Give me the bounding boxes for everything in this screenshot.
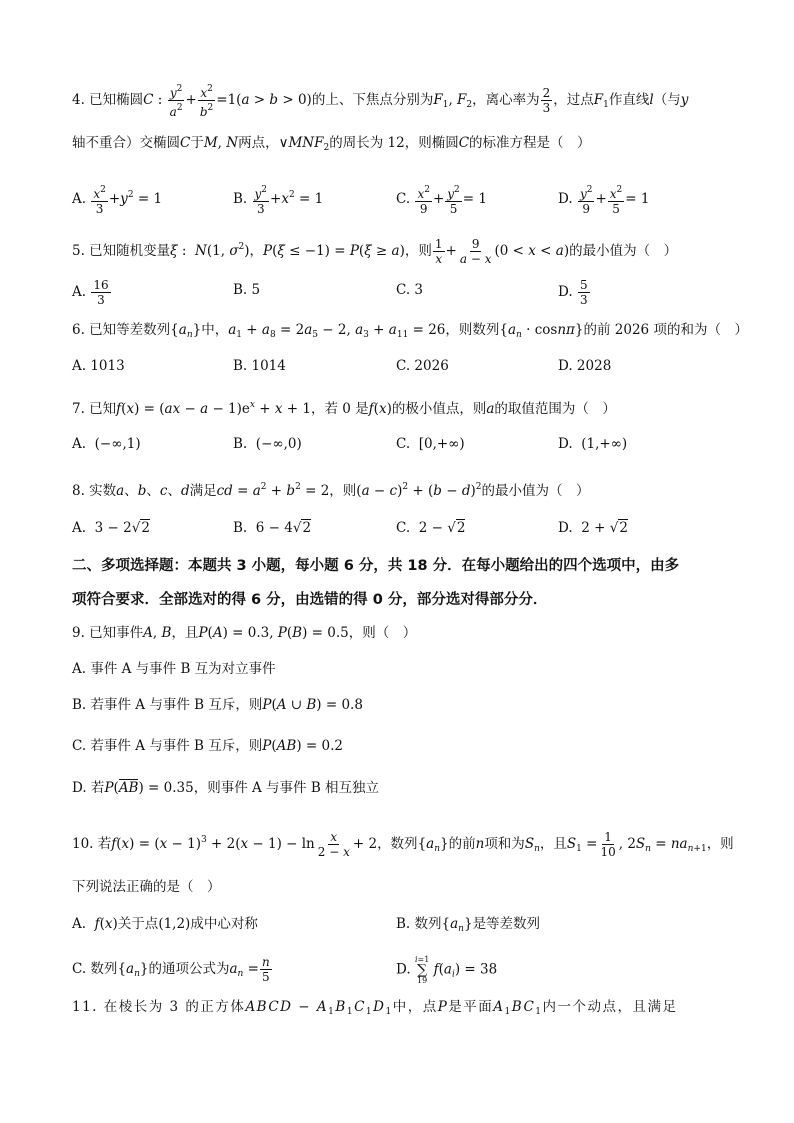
question-6-option-c[interactable]: C. 2026 [396, 358, 449, 374]
question-8-option-d[interactable]: D. 2 + √2 [558, 520, 628, 536]
question-7-option-a[interactable]: A. (−∞,1) [72, 436, 141, 452]
question-4-option-a[interactable]: A. $\frac{x^2}{3}$ $+y^2 = 1$ [72, 185, 163, 216]
question-6-option-d[interactable]: D. 2028 [558, 358, 612, 374]
question-8-option-b[interactable]: B. 6 − 4√2 [233, 520, 312, 536]
question-7-option-c[interactable]: C. [0,+∞) [396, 436, 465, 452]
question-6-option-b[interactable]: B. 1014 [233, 358, 286, 374]
question-4-option-b[interactable]: B. $\frac{y^2}{3}$ $+x^2 = 1$ [233, 185, 324, 216]
question-4-option-c[interactable]: C. $\frac{x^2}{9}$ + $\frac{y^2}{5}$ = 1 [396, 185, 487, 216]
question-10-option-b[interactable]: B. 数列$\{a_n\}$是等差数列 [396, 916, 541, 934]
question-10-option-c[interactable]: C. 数列$\{a_n\}$的通项公式为$a_n$ = $\frac{n}{5}$ [72, 955, 270, 984]
question-5-option-a[interactable]: A. $\frac{16}{3}$ [72, 278, 109, 307]
question-6-stem: 6. 已知等差数列$\{a_n\}$中，$a_1 + a_8 = 2a_5 - 2$, $a_3 + a_{11} = 26$，则数列$\{a_n \cdot \cos n\pi\}$的前 2026 项的和为（ ） [72, 322, 748, 340]
section-2-heading-line-1: 二、多项选择题：本题共 3 小题，每小题 6 分，共 18 分．在每小题给出的四个选项中，由多 [72, 558, 680, 574]
question-5-option-c[interactable]: C. 3 [396, 282, 424, 298]
question-10-option-a[interactable]: A. f(x)关于点(1,2)成中心对称 [72, 916, 258, 932]
question-11-stem: 11. 在棱长为 3 的正方体ABCD − $A_1B_1C_1D_1$中，点P是平面$A_1BC_1$内一个动点，且满足 [72, 999, 678, 1017]
question-4-line-1: 4. 已知椭圆C : $\frac{y^2}{a^2}$ + $\frac{x^2}{b^2}$ =1(a > b > 0)的上、下焦点分别为$F_1$, $F_2$，离心率为 $\frac{2}{3}$ ，过点$F_1$作直线l（与y [72, 84, 689, 119]
question-8-stem: 8. 实数a、b、c、d满足cd = $a^2 + b^2 = 2$，则$(a - c)^2 + (b - d)^2$的最小值为（ ） [72, 482, 590, 499]
question-7-option-d[interactable]: D. (1,+∞) [558, 436, 628, 452]
section-2-heading-line-2: 项符合要求．全部选对的得 6 分，由选错的得 0 分，部分选对得部分分． [72, 592, 548, 608]
question-10-line-1: 10. 若$f(x) = (x - 1)^3 + 2(x - 1) - \ln$ $\frac{x}{2 - x}$ + 2，数列$\{a_n\}$的前n项和为$S_n$，且$S_1$ = $\frac{1}{10}$ , $2S_n = na_{n+1}$，则 [72, 830, 734, 859]
question-8-option-c[interactable]: C. 2 − √2 [396, 520, 466, 536]
question-9-option-c[interactable]: C. 若事件 A 与事件 B 互斥，则P(AB) = 0.2 [72, 738, 343, 754]
question-7-stem: 7. 已知$f(x) = (ax - a - 1)e^x + x + 1$，若 0 是f(x)的极小值点，则a的取值范围为（ ） [72, 400, 616, 417]
question-7-option-b[interactable]: B. (−∞,0) [233, 436, 302, 452]
question-9-option-a[interactable]: A. 事件 A 与事件 B 互为对立事件 [72, 661, 276, 677]
question-10-line-2: 下列说法正确的是（ ） [72, 879, 221, 895]
question-5-option-b[interactable]: B. 5 [233, 282, 261, 298]
question-6-option-a[interactable]: A. 1013 [72, 358, 125, 374]
question-10-option-d[interactable]: D. i=1 ∑ 19 $f(a_i) = 38$ [396, 955, 498, 985]
question-5-stem: 5. 已知随机变量ξ : N(1, $\sigma^2$)，P(ξ ≤ −1) = P(ξ ≥ a)，则 $\frac{1}{x}$ + $\frac{9}{a - x}$ (0 < x < a)的最小值为（ ） [72, 237, 678, 266]
question-4-option-d[interactable]: D. $\frac{y^2}{9}$ + $\frac{x^2}{5}$ = 1 [558, 185, 650, 216]
question-9-stem: 9. 已知事件A, B，且P(A) = 0.3, P(B) = 0.5，则（ ） [72, 625, 417, 641]
question-9-option-b[interactable]: B. 若事件 A 与事件 B 互斥，则P(A ∪ B) = 0.8 [72, 697, 363, 713]
question-4-line-2: 轴不重合）交椭圆C于M, N两点，$\vee MNF_2$的周长为 12，则椭圆C的标准方程是（ ） [72, 135, 591, 153]
question-5-option-d[interactable]: D. $\frac{5}{3}$ [558, 278, 588, 307]
question-8-option-a[interactable]: A. 3 − 2√2 [72, 520, 150, 536]
question-9-option-d[interactable]: D. 若P(AB) = 0.35，则事件 A 与事件 B 相互独立 [72, 780, 380, 796]
